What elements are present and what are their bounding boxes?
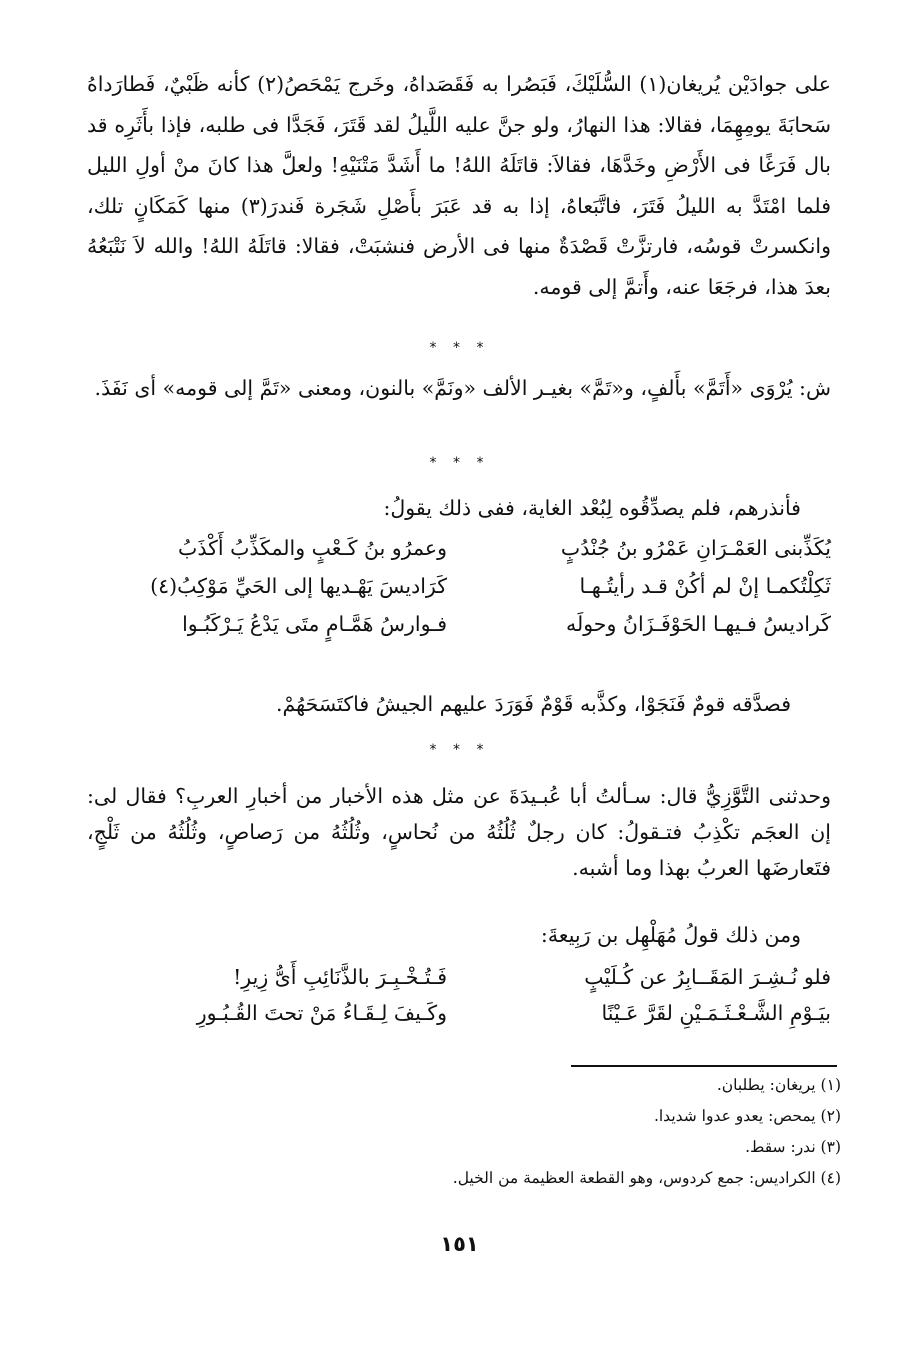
paragraph-poem-intro: فأنذرهم، فلم يصدِّقُوه لِبُعْد الغاية، ففى ذلك يقولُ:	[383, 496, 801, 520]
poem-block-1	[87, 536, 831, 650]
footnote: (٢) يمحص: يعدو عدوا شديدا.	[653, 1107, 841, 1125]
poem-block-2	[87, 965, 831, 1037]
verse-first-hemistich: ثَكِلْتُكمـا إنْ لم أكُنْ قـد رأيتُـهـا	[579, 574, 831, 598]
footnote: (١) يريغان: يطلبان.	[716, 1076, 841, 1094]
poem-verse	[87, 574, 831, 612]
paragraph-muhalhil-intro: ومن ذلك قولُ مُهَلْهِل بن رَبِيعةَ:	[540, 923, 801, 947]
verse-second-hemistich: فـوارسُ هَمَّـامٍ متَى يَدْعُ يَـرْكَبُـوا	[182, 612, 447, 636]
verse-second-hemistich: كَرَاديسَ يَهْـديها إلى الحَيِّ مَوْكِبُ(٤)	[150, 574, 447, 598]
footnotes	[141, 1070, 841, 1194]
paragraph-commentary: ش: يُرْوَى «أَتَمَّ» بأَلفٍ، و«تَمَّ» بغيـر الألف «ونَمَّ» بالنون، ومعنى «تَمَّ إلى قومه» أى نَفَذَ.	[94, 376, 831, 400]
footnote-divider	[571, 1065, 837, 1067]
verse-second-hemistich: وعمرُو بنُ كَـعْبٍ والمكَذِّبُ أَكْذَبُ	[178, 536, 447, 560]
verse-first-hemistich: فلو نُـشِـرَ المَقَــابِرُ عن كُـلَيْبٍ	[584, 965, 831, 989]
section-separator: * * *	[429, 742, 490, 758]
page-number: ١٥١	[440, 1232, 479, 1256]
footnote: (٤) الكراديس: جمع كردوس، وهو القطعة العظيمة من الخيل.	[452, 1169, 841, 1187]
poem-verse	[87, 965, 831, 1001]
poem-verse	[87, 1001, 831, 1037]
section-separator: * * *	[429, 340, 490, 356]
paragraph-story: على جوادَيْن يُريغان(١) السُّلَيْكَ، فَبَصُرا به فَقَصَداهُ، وخَرج يَمْحَصُ(٢) كأنه ظَبْيٌ، فَطارَداهُ سَحابَةَ يومِهِمَا، فقالا: هذا النهارُ، ولو جنَّ عليه اللَّيلُ لقد قَتَرَ، فَجَدَّا فى طلبه، فإذا بأَثَرِه قد بال فَرَغًا فى الأَرْضِ وخَدَّهَا، فقالاَ: قاتَلَهُ اللهُ! ما أَشَدَّ مَتْنَيْهِ! ولعلَّ هذا كانَ منْ أولِ الليل فلما امْتَدَّ به الليلُ فَتَرَ، فاتَّبَعاهُ، إذا به قد عَبَرَ بأَصْلِ شَجَرة فَندرَ(٣) منها كَمَكَانٍ تلك، وانكسرتْ قوسُه، فارتزَّتْ قَصْدَةٌ منها فى الأرض فنشبَتْ، فقالا: قاتَلَهُ اللهُ! والله لاَ نَتْبَعُهُ بعدَ هذا، فرجَعَا عنه، وأَتمَّ إلى قومه.	[87, 72, 832, 299]
footnote: (٣) ندر: سقط.	[745, 1138, 841, 1156]
verse-first-hemistich: يُكَذِّبنى العَمْـرَانِ عَمْرُو بنُ جُنْدُبٍ	[560, 536, 831, 560]
paragraph-tawwazi: وحدثنى التَّوَّزِيُّ قال: سـألتُ أبا عُبـيدَةَ عن مثل هذه الأخبار من أخبارِ العربِ؟ فقال لى: إن العجَم تكْذِبُ فتـقولُ: كان رجلٌ ثُلُثُهُ من نُحاسٍ، وثُلُثُهُ من رَصاصٍ، وثُلُثُهُ من ثَلْجٍ، فتَعارضَها العربُ بهذا وما أشبه.	[87, 784, 831, 880]
verse-first-hemistich: بيَـوْمِ الشَّـعْـثَـمَـيْنِ لقَرَّ عَـيْنًا	[601, 1001, 831, 1025]
section-separator: * * *	[429, 455, 490, 471]
paragraph-outcome: فصدَّقه قومٌ فَنَجَوْا، وكذَّبه قَوْمٌ فَوَرَدَ عليهم الجيشُ فاكتَسَحَهُمْ.	[276, 692, 791, 716]
poem-verse	[87, 536, 831, 574]
verse-second-hemistich: وكَـيفَ لِـقَـاءُ مَنْ تحتَ القُـبُـورِ	[196, 1001, 447, 1025]
verse-first-hemistich: كَراديسُ فـيهـا الحَوْفَـزَانُ وحولَه	[565, 612, 831, 636]
verse-second-hemistich: فَـتُـخْـبِـرَ بالذَّنَائِبِ أَىُّ زِيرِ!	[233, 965, 447, 989]
poem-verse	[87, 612, 831, 650]
